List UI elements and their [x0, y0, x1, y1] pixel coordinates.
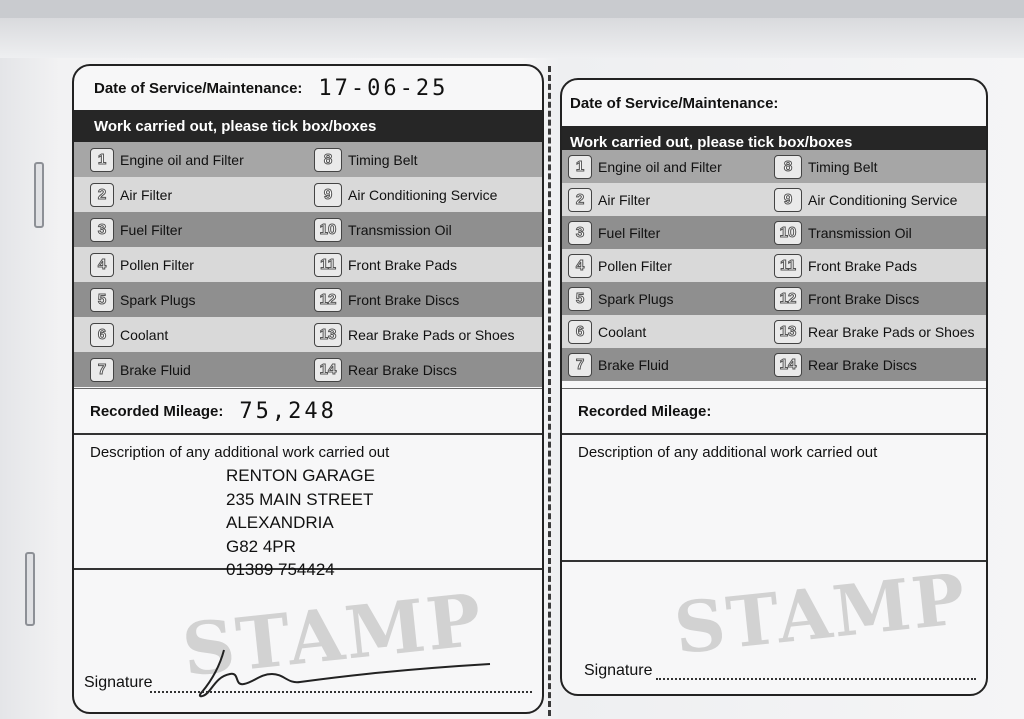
checkbox-item[interactable] — [562, 282, 774, 315]
description-area — [74, 434, 542, 579]
item-label: Air Filter — [598, 191, 651, 208]
checklist-row — [74, 282, 542, 317]
item-number: 7 — [568, 353, 592, 377]
item-number: 8 — [774, 155, 802, 179]
item-number: 9 — [314, 183, 342, 207]
checklist-row — [562, 183, 986, 216]
item-label: Brake Fluid — [598, 356, 669, 373]
item-label: Transmission Oil — [348, 221, 452, 238]
mileage-row — [74, 388, 542, 435]
mileage-label: Recorded Mileage: — [578, 402, 712, 420]
checkbox-item[interactable] — [314, 177, 542, 212]
item-number: 14 — [774, 353, 802, 377]
description-area — [562, 434, 986, 562]
address-line: RENTON GARAGE — [226, 466, 375, 485]
item-label: Rear Brake Discs — [808, 356, 917, 373]
item-label: Spark Plugs — [598, 290, 674, 307]
item-label: Pollen Filter — [120, 256, 194, 273]
item-label: Fuel Filter — [598, 224, 661, 241]
item-label: Engine oil and Filter — [120, 151, 244, 168]
item-label: Front Brake Pads — [808, 257, 917, 274]
item-label: Pollen Filter — [598, 257, 672, 274]
item-label: Rear Brake Pads or Shoes — [808, 323, 975, 340]
item-label: Rear Brake Pads or Shoes — [348, 326, 515, 343]
item-number: 6 — [90, 323, 114, 347]
perforation-line — [548, 66, 551, 716]
checkbox-item[interactable] — [314, 247, 542, 282]
item-number: 1 — [90, 148, 114, 172]
checkbox-item[interactable] — [774, 348, 986, 381]
item-number: 9 — [774, 188, 802, 212]
checklist-row — [562, 216, 986, 249]
item-number: 13 — [774, 320, 802, 344]
checkbox-item[interactable] — [562, 216, 774, 249]
address-line: ALEXANDRIA — [226, 513, 334, 532]
checklist-row — [74, 247, 542, 282]
signature-line — [656, 678, 976, 680]
item-label: Rear Brake Discs — [348, 361, 457, 378]
item-number: 5 — [568, 287, 592, 311]
item-number: 3 — [568, 221, 592, 245]
signature-label: Signature — [584, 662, 653, 679]
item-label: Coolant — [598, 323, 647, 340]
item-number: 4 — [90, 253, 114, 277]
mileage-label: Recorded Mileage: — [90, 402, 224, 420]
signature-line — [150, 691, 532, 693]
staple-top — [34, 162, 44, 228]
item-number: 1 — [568, 155, 592, 179]
item-number: 12 — [774, 287, 802, 311]
item-label: Spark Plugs — [120, 291, 196, 308]
date-label: Date of Service/Maintenance: — [94, 79, 303, 97]
work-checklist — [562, 150, 986, 381]
address-line: 01389 754424 — [226, 560, 335, 579]
item-number: 6 — [568, 320, 592, 344]
checklist-row — [562, 150, 986, 183]
item-label: Front Brake Discs — [808, 290, 920, 307]
item-number: 11 — [774, 254, 802, 278]
checklist-row — [562, 282, 986, 315]
item-number: 5 — [90, 288, 114, 312]
signature-label: Signature — [84, 674, 153, 691]
item-number: 8 — [314, 148, 342, 172]
item-label: Coolant — [120, 326, 169, 343]
checklist-row — [562, 315, 986, 348]
mileage-row — [562, 388, 986, 435]
checkbox-item[interactable] — [562, 315, 774, 348]
work-header: Work carried out, please tick box/boxes — [562, 126, 986, 158]
stamp-area — [562, 556, 986, 692]
checkbox-item[interactable] — [774, 249, 986, 282]
item-number: 3 — [90, 218, 114, 242]
description-label: Description of any additional work carried out — [90, 444, 390, 461]
address-line: G82 4PR — [226, 536, 296, 556]
item-number: 7 — [90, 358, 114, 382]
description-label: Description of any additional work carried out — [578, 444, 878, 461]
item-number: 12 — [314, 288, 342, 312]
item-label: Fuel Filter — [120, 221, 183, 238]
checklist-row — [74, 177, 542, 212]
checkbox-item[interactable] — [562, 249, 774, 282]
stamp-watermark: STAMP — [178, 576, 487, 693]
item-label: Front Brake Discs — [348, 291, 460, 308]
item-number: 13 — [314, 323, 342, 347]
checkbox-item[interactable] — [314, 282, 542, 317]
checkbox-item[interactable] — [314, 212, 542, 247]
item-label: Front Brake Pads — [348, 256, 457, 273]
checkbox-item[interactable] — [562, 183, 774, 216]
date-row — [74, 66, 542, 110]
checkbox-item[interactable] — [562, 150, 774, 183]
checkbox-item[interactable] — [774, 282, 986, 315]
service-record-right — [560, 78, 988, 696]
checklist-row — [74, 142, 542, 177]
checkbox-item[interactable] — [74, 317, 314, 352]
checkbox-item[interactable] — [314, 142, 542, 177]
mileage-value: 75,248 — [239, 398, 337, 424]
checkbox-item[interactable] — [774, 150, 986, 183]
item-label: Transmission Oil — [808, 224, 912, 241]
item-label: Air Conditioning Service — [808, 191, 958, 208]
address-line: 235 MAIN STREET — [226, 489, 374, 509]
item-number: 14 — [314, 358, 342, 382]
page-top-shadow — [0, 18, 1024, 58]
service-record-left — [72, 64, 544, 714]
item-label: Brake Fluid — [120, 361, 191, 378]
item-label: Air Filter — [120, 186, 173, 203]
staple-bottom — [25, 552, 35, 626]
date-row — [562, 80, 986, 126]
checklist-row — [74, 352, 542, 387]
checklist-row — [74, 212, 542, 247]
item-number: 4 — [568, 254, 592, 278]
item-number: 11 — [314, 253, 342, 277]
item-label: Timing Belt — [348, 151, 418, 168]
checkbox-item[interactable] — [774, 216, 986, 249]
garage-address — [226, 464, 375, 582]
item-number: 10 — [774, 221, 802, 245]
checklist-row — [562, 348, 986, 381]
date-label: Date of Service/Maintenance: — [570, 94, 779, 112]
item-number: 10 — [314, 218, 342, 242]
item-label: Timing Belt — [808, 158, 878, 175]
checklist-row — [562, 249, 986, 282]
item-number: 2 — [568, 188, 592, 212]
item-label: Air Conditioning Service — [348, 186, 498, 203]
work-header: Work carried out, please tick box/boxes — [74, 110, 542, 142]
checkbox-item[interactable] — [74, 212, 314, 247]
checkbox-item[interactable] — [774, 183, 986, 216]
checkbox-item[interactable] — [74, 247, 314, 282]
checkbox-item[interactable] — [562, 348, 774, 381]
work-checklist — [74, 142, 542, 387]
item-number: 2 — [90, 183, 114, 207]
checkbox-item[interactable] — [74, 352, 314, 387]
stamp-watermark: STAMP — [670, 556, 971, 671]
stamp-area — [74, 570, 542, 710]
date-value: 17-06-25 — [318, 75, 449, 101]
checklist-row — [74, 317, 542, 352]
checkbox-item[interactable] — [314, 352, 542, 387]
checkbox-item[interactable] — [774, 315, 986, 348]
checkbox-item[interactable] — [74, 282, 314, 317]
checkbox-item[interactable] — [74, 177, 314, 212]
checkbox-item[interactable] — [74, 142, 314, 177]
checkbox-item[interactable] — [314, 317, 542, 352]
item-label: Engine oil and Filter — [598, 158, 722, 175]
